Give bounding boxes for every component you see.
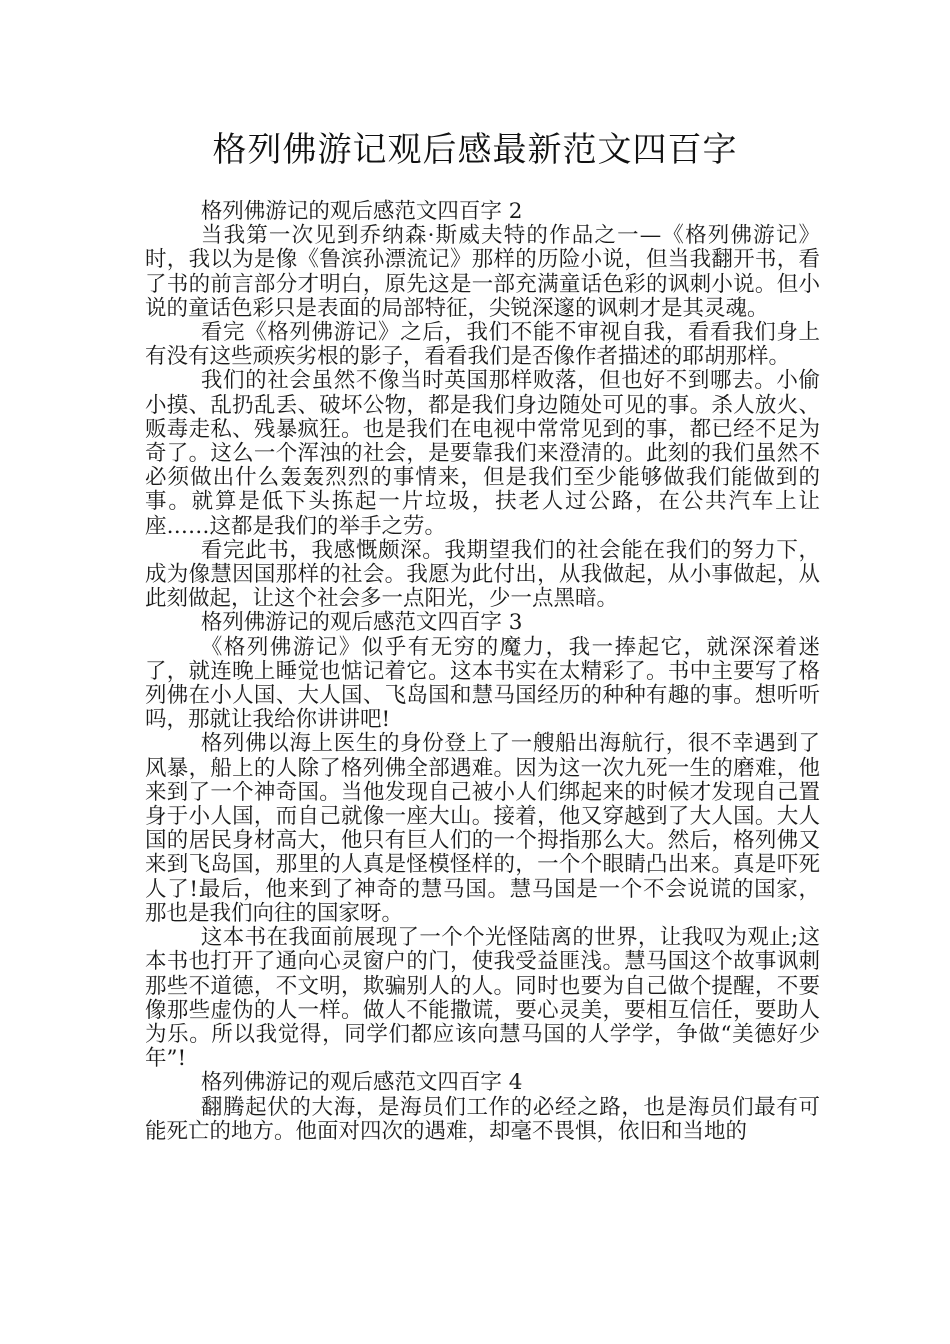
paragraph: 看完《格列佛游记》之后，我们不能不审视自我，看看我们身上有没有这些顽疾劣根的影子，看看我们是否像作者描述的耶胡那样。	[145, 320, 820, 370]
paragraph: 我们的社会虽然不像当时英国那样败落，但也好不到哪去。小偷小摸、乱扔乱丢、破坏公物，都是我们身边随处可见的事。杀人放火、贩毒走私、残暴疯狂。也是我们在电视中常常见到的事，都已经不足为奇了。这么一个浑浊的社会，是要靠我们来澄清的。此刻的我们虽然不必须做出什么轰轰烈烈的事情来，但是我们至少能够做我们能做到的事。就算是低下头拣起一片垃圾，扶老人过公路，在公共汽车上让座……这都是我们的举手之劳。	[145, 368, 820, 539]
section-heading-4: 格列佛游记的观后感范文四百字 4	[200, 1070, 523, 1096]
section-heading-3: 格列佛游记的观后感范文四百字 3	[200, 610, 523, 636]
paragraph: 格列佛以海上医生的身份登上了一艘船出海航行，很不幸遇到了风暴，船上的人除了格列佛全部遇难。因为这一次九死一生的磨难，他来到了一个神奇国。当他发现自己被小人们绑起来的时候才发现自己置身于小人国，而自己就像一座大山。接着，他又穿越到了大人国。大人国的居民身材高大，他只有巨人们的一个拇指那么大。然后，格列佛又来到飞岛国，那里的人真是怪模怪样的，一个个眼睛凸出来。真是吓死人了!最后，他来到了神奇的慧马国。慧马国是一个不会说谎的国家，那也是我们向往的国家呀。	[145, 731, 820, 926]
paragraph: 翻腾起伏的大海，是海员们工作的必经之路，也是海员们最有可能死亡的地方。他面对四次的遇难，却毫不畏惧，依旧和当地的	[145, 1094, 820, 1144]
paragraph: 这本书在我面前展现了一个个光怪陆离的世界，让我叹为观止;这本书也打开了通向心灵窗户的门，使我受益匪浅。慧马国这个故事讽刺那些不道德，不文明，欺骗别人的人。同时也要为自己做个提醒，不要像那些虚伪的人一样。做人不能撒谎，要心灵美，要相互信任，要助人为乐。所以我觉得，同学们都应该向慧马国的人学学，争做“美德好少年”!	[145, 925, 820, 1072]
paragraph: 看完此书，我感慨颇深。我期望我们的社会能在我们的努力下，成为像慧因国那样的社会。我愿为此付出，从我做起，从小事做起，从此刻做起，让这个社会多一点阳光，少一点黑暗。	[145, 537, 820, 612]
section-heading-2: 格列佛游记的观后感范文四百字 2	[200, 199, 523, 224]
paragraph: 《格列佛游记》似乎有无穷的魔力，我一捧起它，就深深着迷了，就连晚上睡觉也惦记着它。这本书实在太精彩了。书中主要写了格列佛在小人国、大人国、飞岛国和慧马国经历的种种有趣的事。想听听吗，那就让我给你讲讲吧!	[145, 634, 820, 733]
paragraph: 当我第一次见到乔纳森·斯威夫特的作品之一—《格列佛游记》时，我以为是像《鲁滨孙漂流记》那样的历险小说，但当我翻开书，看了书的前言部分才明白，原先这是一部充满童话色彩的讽刺小说。但小说的童话色彩只是表面的局部特征，尖锐深邃的讽刺才是其灵魂。	[145, 223, 820, 321]
document-body	[145, 200, 820, 1144]
document-title: 格列佛游记观后感最新范文四百字	[212, 130, 738, 170]
